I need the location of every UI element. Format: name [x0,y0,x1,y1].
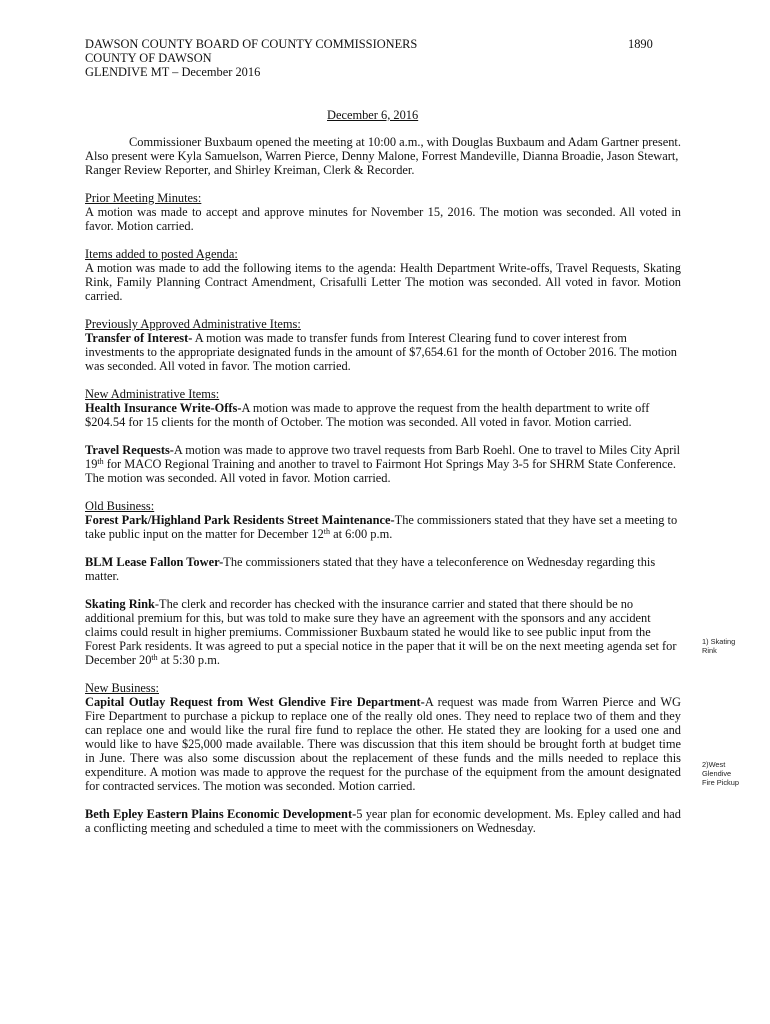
page-number: 1890 [628,37,653,51]
travel-requests-text-2: for MACO Regional Training and another to travel to Fairmont Hot Springs May 3-5 for SHRM State Conference. The motion was seconded. All voted in favor. Motion carried. [85,457,676,485]
new-business-section [85,681,681,793]
skating-rink-title: Skating Rink [85,597,155,611]
margin-note-1-line-2: Rink [702,646,717,655]
blm-lease-item [85,555,681,583]
items-added-text: A motion was made to add the following items to the agenda: Health Department Write-offs, Travel Requests, Skating Rink, Family Planning Contract Amendment, Crisafulli Letter The motion was seconded. All voted in favor. Motion carried. [85,261,681,303]
transfer-of-interest-title: Transfer of Interest- [85,331,193,345]
travel-requests-item [85,443,681,485]
new-admin-heading: New Administrative Items: [85,387,220,401]
new-business-heading: New Business: [85,681,159,695]
document-header [85,37,685,79]
intro-paragraph: Commissioner Buxbaum opened the meeting at 10:00 a.m., with Douglas Buxbaum and Adam Gartner present. Also present were Kyla Samuelson, Warren Pierce, Denny Malone, Forrest Mandeville, Dianna Broadie, Jason Stewart, Ranger Review Reporter, and Shirley Kreiman, Clerk & Recorder. [85,135,681,177]
skating-rink-text-2: at 5:30 p.m. [157,653,220,667]
epley-text: 5 year plan for economic development. Ms. Epley called and had a conflicting meeting and scheduled a time to meet with the commissioners on Wednesday. [85,807,681,835]
prior-minutes-heading: Prior Meeting Minutes: [85,191,202,205]
previously-approved-heading: Previously Approved Administrative Items: [85,317,301,331]
old-business-heading: Old Business: [85,499,155,513]
items-added-heading: Items added to posted Agenda: [85,247,238,261]
capital-outlay-item [85,695,681,793]
header-location: GLENDIVE MT – December 2016 [85,65,261,79]
travel-requests-text-1: A motion was made to approve two travel requests from Barb Roehl. One to travel to Miles City April 19 [85,443,681,471]
margin-note-fire-pickup [702,760,762,787]
meeting-date: December 6, 2016 [327,108,419,122]
epley-item [85,807,681,835]
health-write-offs-title: Health Insurance Write-Offs- [85,401,242,415]
capital-outlay-text: A request was made from Warren Pierce and WG Fire Department to purchase a pickup to replace one of the really old ones. They need to replace two of them and they can replace one and would like the rural fire fund to replace the other. He stated they are looking for a used one and would like to have $25,000 made available. There was discussion that this item should be brought forth at budget time in June. There was also some discussion about the replacement of these funds and the mills needed to replace this expenditure. A motion was made to approve the request for the purchase of the equipment from the amount designated for contracted services. The motion was seconded. Motion carried. [85,695,681,793]
items-added-section [85,247,681,303]
capital-outlay-title: Capital Outlay Request from West Glendive Fire Department- [85,695,425,709]
old-business-section [85,499,681,541]
margin-note-1-line-1: 1) Skating [702,637,736,646]
skating-rink-item [85,597,681,667]
travel-requests-title: Travel Requests- [85,443,174,457]
minutes-body [85,135,681,849]
header-county: COUNTY OF DAWSON [85,51,212,65]
transfer-of-interest-item [85,331,681,373]
travel-requests-section [85,443,681,485]
blm-lease-title: BLM Lease Fallon Tower- [85,555,224,569]
forest-park-title: Forest Park/Highland Park Residents Street Maintenance- [85,513,395,527]
blm-lease-section [85,555,681,583]
blm-lease-text: The commissioners stated that they have a teleconference on Wednesday regarding this matter. [85,555,656,583]
prior-minutes-section [85,191,681,233]
transfer-of-interest-text: A motion was made to transfer funds from Interest Clearing fund to cover interest from investments to the appropriate designated funds in the amount of $7,654.61 for the month of October 2016. The motion was seconded. All voted in favor. The motion carried. [85,331,677,373]
margin-note-2-line-3: Fire Pickup [702,778,739,787]
margin-note-2-line-1: 2)West [702,760,726,769]
forest-park-text-1: The commissioners stated that they have set a meeting to take public input on the matter for December 12 [85,513,678,541]
skating-rink-sup: th [151,653,158,662]
travel-requests-sup: th [97,457,104,466]
forest-park-item [85,513,681,541]
new-admin-section [85,387,681,429]
health-write-offs-item [85,401,681,429]
epley-section [85,807,681,835]
skating-rink-section [85,597,681,667]
skating-rink-text-1: -The clerk and recorder has checked with the insurance carrier and stated that there should be no additional premium for this, but was told to make sure they have an agreement with the sponsors and any accident claims could result in higher premiums. Commissioner Buxbaum stated he would like to see public input from the Forest Park residents. It was agreed to put a special notice in the paper that it will be on the next meeting agenda set for December 20 [85,597,677,667]
margin-note-2-line-2: Glendive [702,769,732,778]
forest-park-sup: th [323,527,331,536]
margin-note-skating-rink [702,637,762,655]
prior-minutes-text: A motion was made to accept and approve minutes for November 15, 2016. The motion was seconded. All voted in favor. Motion carried. [85,205,681,233]
previously-approved-section [85,317,681,373]
forest-park-text-2: at 6:00 p.m. [330,527,393,541]
health-write-offs-text: A motion was made to approve the request from the health department to write off $204.54 for 15 clients for the month of October. The motion was seconded. All voted in favor. Motion carried. [85,401,650,429]
header-board-name: DAWSON COUNTY BOARD OF COUNTY COMMISSIONERS [85,37,418,51]
epley-title: Beth Epley Eastern Plains Economic Development- [85,807,357,821]
